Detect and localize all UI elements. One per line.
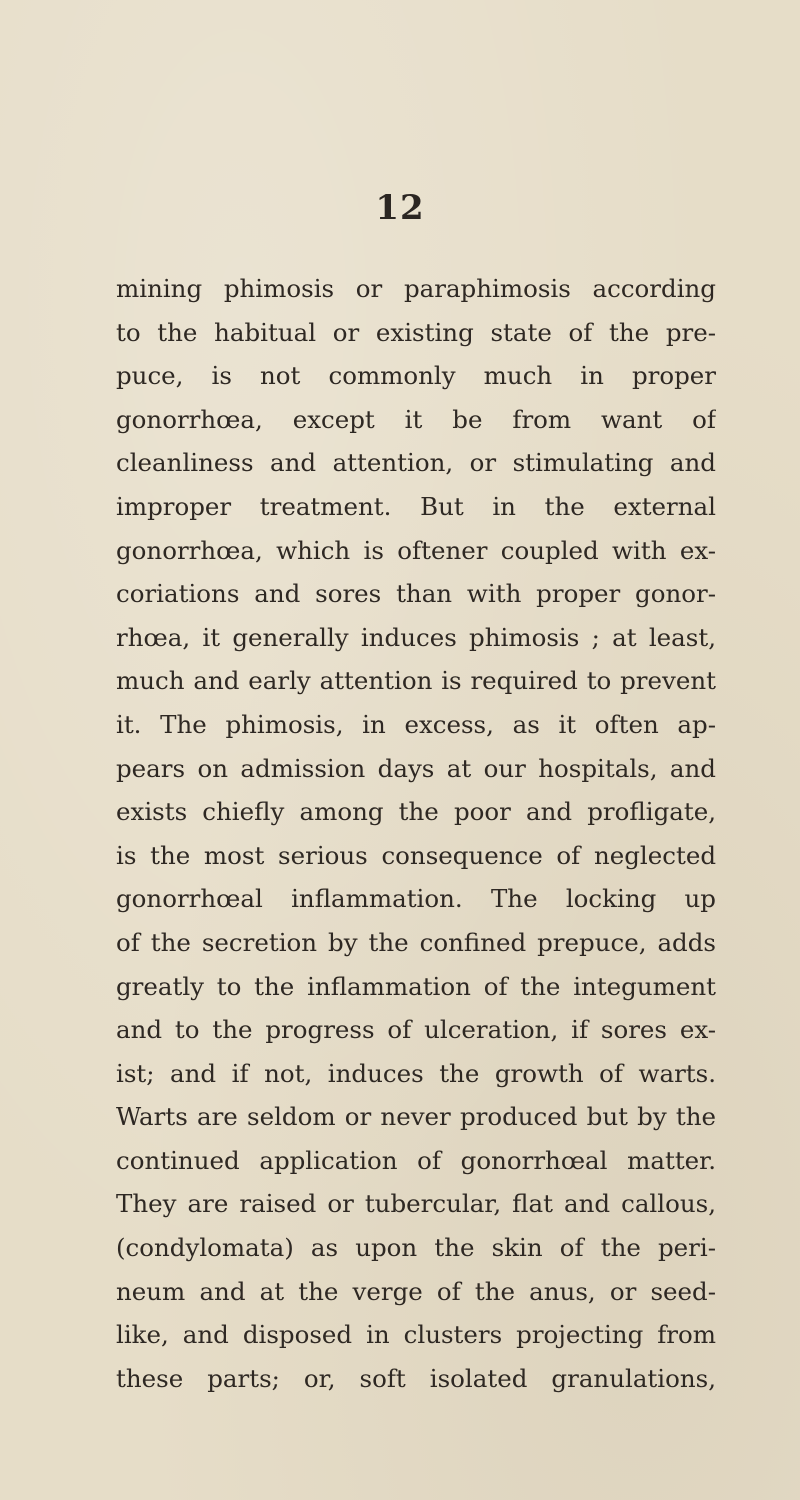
page-number: 12 [375, 188, 425, 228]
text-line: neum and at the verge of the anus, or seed- [116, 1276, 716, 1306]
text-line: and to the progress of ulceration, if sores ex- [116, 1015, 716, 1045]
text-line: greatly to the inflammation of the integument [116, 971, 716, 1001]
text-line: pears on admission days at our hospitals, and [116, 753, 716, 783]
text-line: is the most serious consequence of neglected [116, 840, 716, 870]
text-line: mining phimosis or paraphimosis according [116, 274, 716, 303]
text-line: coriations and sores than with proper gonor- [116, 579, 716, 609]
text-line: (condylomata) as upon the skin of the peri- [116, 1233, 716, 1263]
text-line: rhœa, it generally induces phimosis ; at least, [116, 622, 716, 652]
text-line: like, and disposed in clusters projecting from [116, 1320, 716, 1350]
text-line: gonorrhœal inflammation. The locking up [116, 884, 716, 914]
text-line: Warts are seldom or never produced but by the [116, 1102, 716, 1132]
text-line: to the habitual or existing state of the pre- [116, 317, 716, 347]
text-line: much and early attention is required to prevent [116, 666, 716, 696]
text-line: improper treatment. But in the external [116, 491, 716, 521]
text-line: ist; and if not, induces the growth of warts. [116, 1058, 716, 1088]
text-line: it. The phimosis, in excess, as it often ap- [116, 709, 716, 739]
text-line: They are raised or tubercular, flat and callous, [116, 1189, 716, 1219]
text-line: cleanliness and attention, or stimulating and [116, 448, 716, 478]
text-line: these parts; or, soft isolated granulations, [116, 1363, 716, 1393]
text-line: of the secretion by the confined prepuce, adds [116, 927, 716, 957]
body-text [116, 267, 716, 1400]
text-line: gonorrhœa, which is oftener coupled with ex- [116, 535, 716, 565]
text-line: gonorrhœa, except it be from want of [116, 404, 716, 434]
text-line: exists chiefly among the poor and profligate, [116, 797, 716, 827]
text-line: puce, is not commonly much in proper [116, 361, 716, 391]
text-line: continued application of gonorrhœal matter. [116, 1145, 716, 1175]
